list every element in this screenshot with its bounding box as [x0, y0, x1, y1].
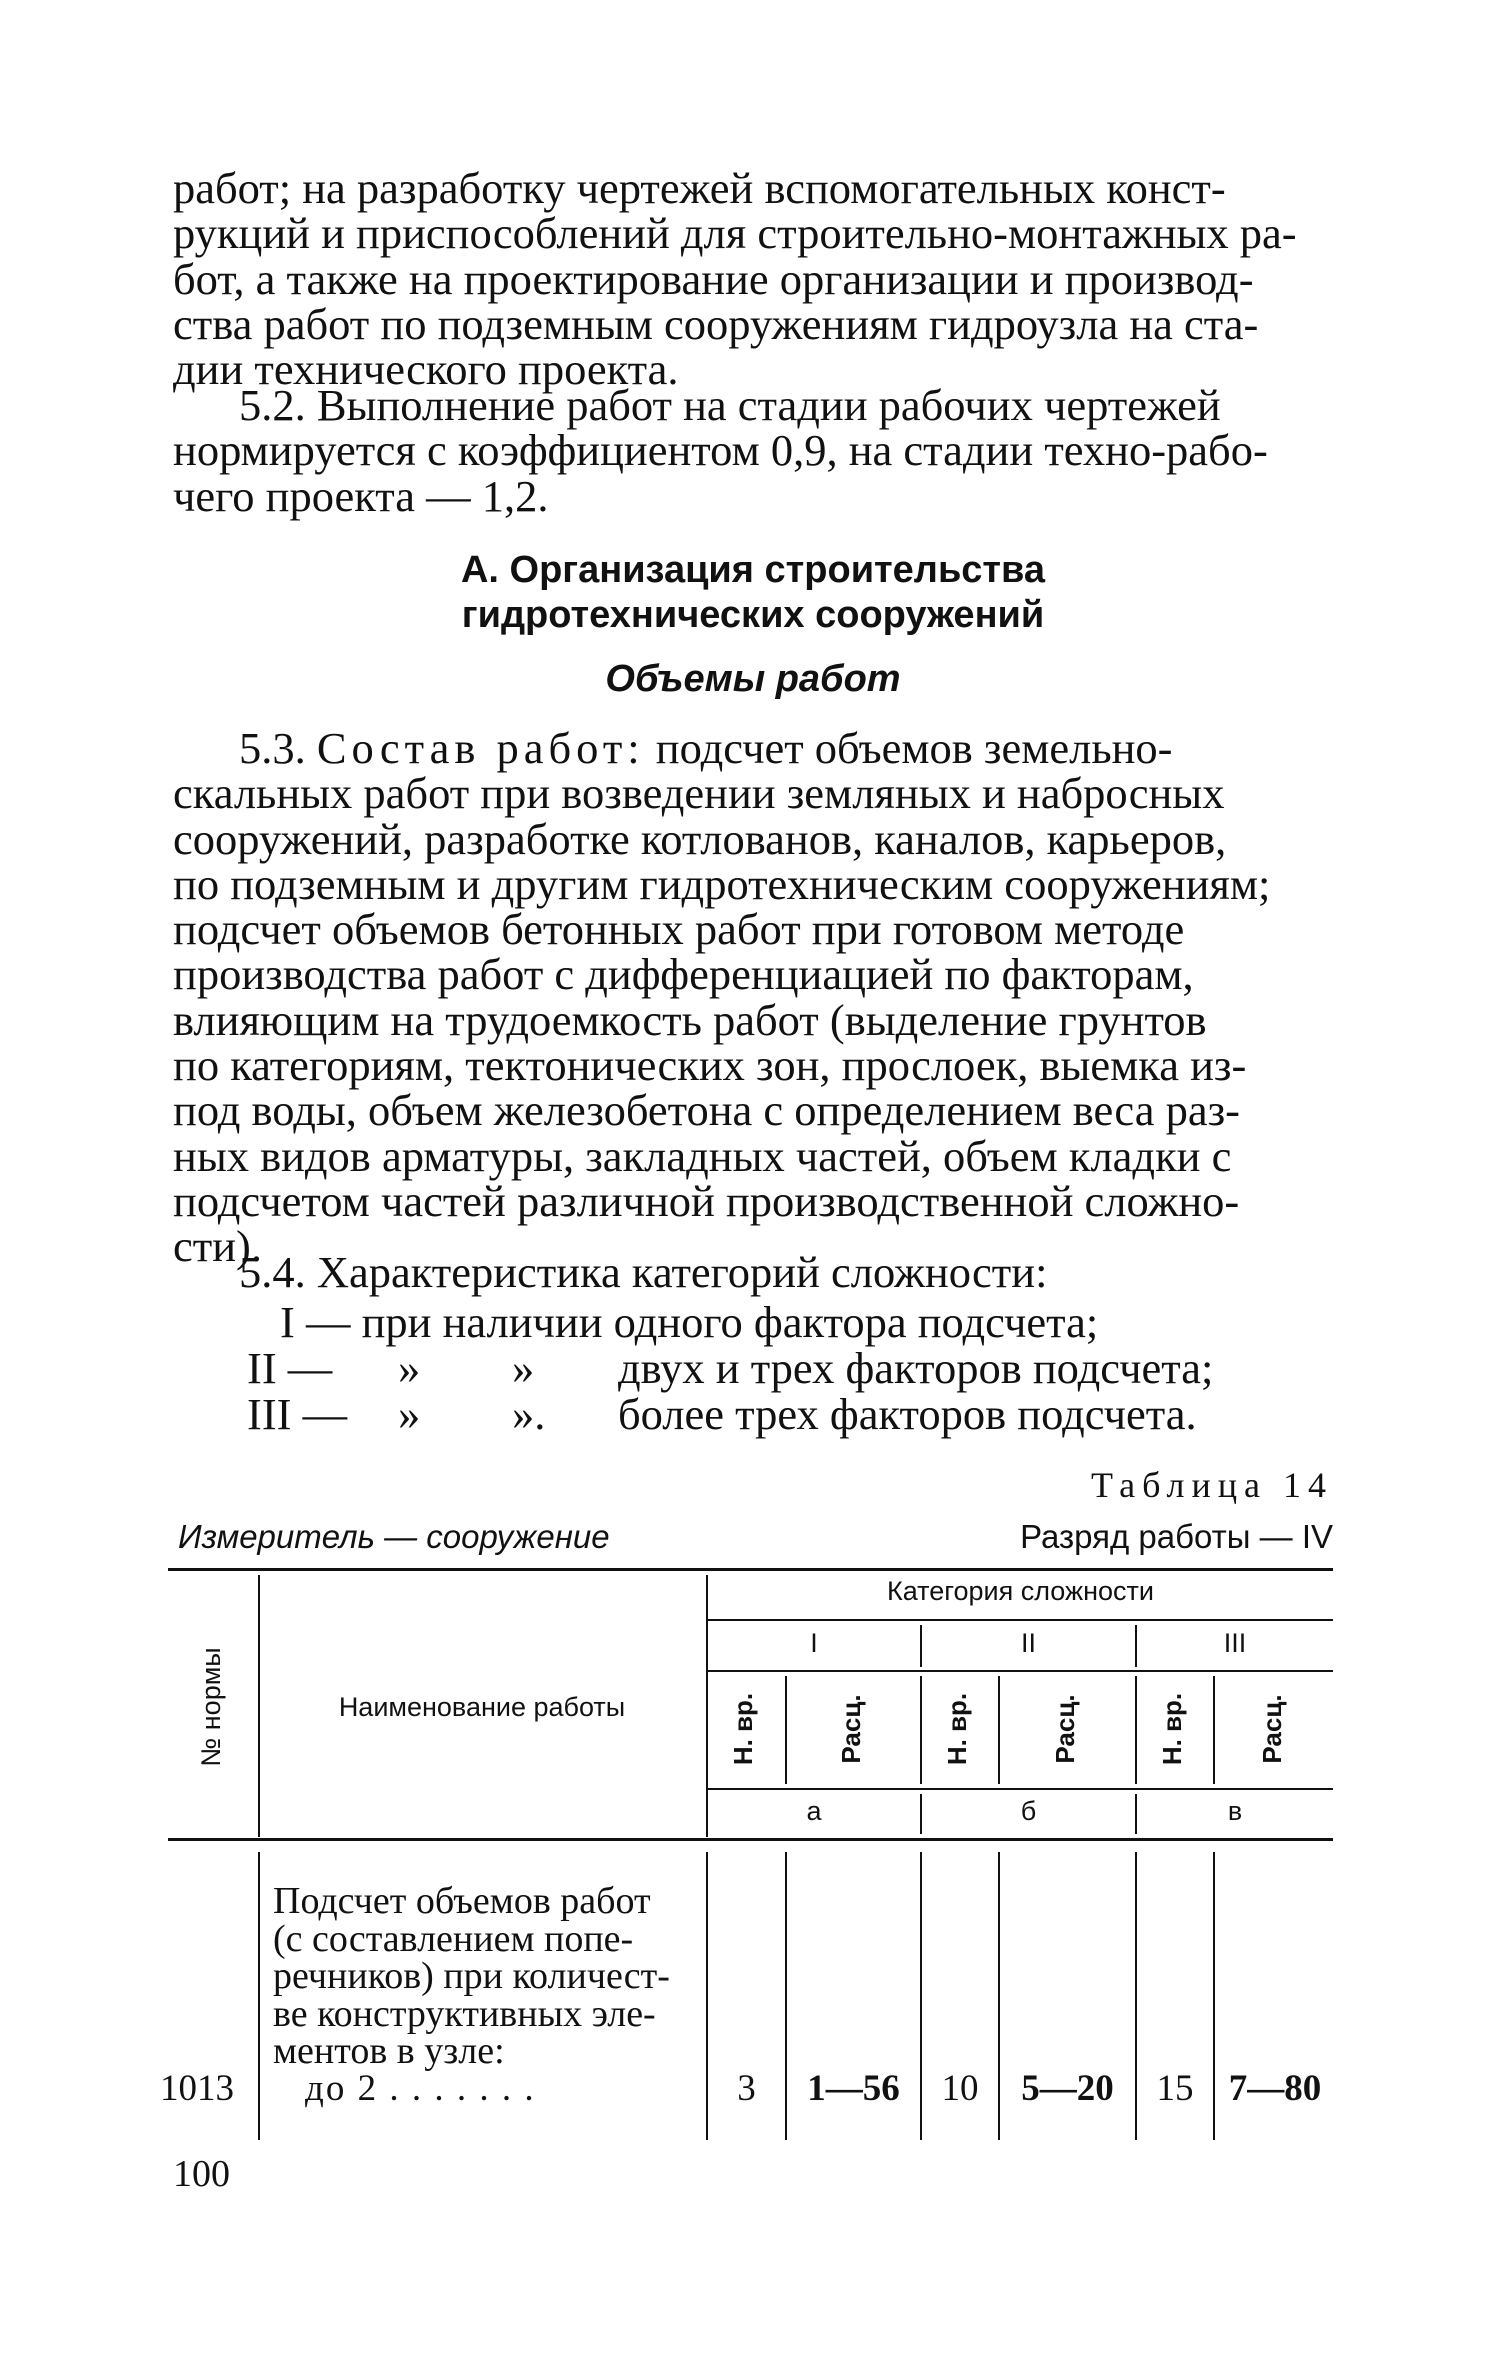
- category-2-number: II —: [247, 1343, 333, 1393]
- p54-line: 5.4. Характеристика категорий сложности:: [239, 1247, 1048, 1297]
- table-vline: [785, 1676, 787, 1784]
- p53-number: 5.3.: [239, 723, 306, 773]
- category-3-text: более трех факторов подсчета.: [618, 1389, 1197, 1439]
- cell-hours-c: 15: [1156, 2068, 1194, 2109]
- cell-rate-a: 1—56: [807, 2068, 900, 2109]
- p53-line: производства работ с дифференциацией по факторам,: [173, 949, 1194, 1000]
- column-letter: а: [806, 1796, 822, 1826]
- cell-hours-a: 3: [737, 2068, 756, 2109]
- col-header-work-name: Наименование работы: [338, 1692, 626, 1722]
- intro-line: дии технического проекта.: [173, 344, 679, 395]
- ditto-mark: »: [398, 1343, 421, 1393]
- p52-line: чего проекта — 1,2.: [173, 470, 549, 521]
- table-vline: [1213, 1676, 1215, 1784]
- category-col-II: II: [1020, 1628, 1036, 1658]
- ditto-mark: »: [512, 1343, 535, 1393]
- table-vline: [258, 1575, 260, 1837]
- table-measure: Измеритель — сооружение: [178, 1518, 610, 1555]
- table-vline: [258, 1852, 260, 2140]
- subheader-rate: Расц.: [1050, 1694, 1080, 1764]
- table-grade: Разряд работы — IV: [1020, 1518, 1333, 1555]
- table-number: Таблица 14: [1091, 1465, 1333, 1505]
- p53-lead: Состав работ:: [316, 723, 645, 773]
- page-number: 100: [173, 2153, 230, 2195]
- p53-line: скальных работ при возведении земляных и набросных: [173, 768, 1225, 819]
- column-letter: в: [1227, 1796, 1243, 1826]
- category-header: Категория сложности: [887, 1576, 1154, 1606]
- row-norm-number: 1013: [160, 2068, 234, 2109]
- intro-line: рукций и приспособлений для строительно-монтажных ра-: [173, 208, 1297, 259]
- row-item: до 2 . . . . . . .: [305, 2068, 536, 2109]
- p53-line: по подземным и другим гидротехническим сооружениям;: [173, 858, 1271, 909]
- intro-line: ства работ по подземным сооружениям гидроузла на ста-: [173, 298, 1259, 349]
- table-top-rule: [168, 1568, 1333, 1571]
- cell-hours-b: 10: [941, 2068, 979, 2109]
- subheader-rate: Расц.: [1257, 1694, 1287, 1764]
- paragraph-5-4: [173, 1247, 1333, 1297]
- intro-paragraph: [173, 163, 1333, 395]
- p53-line: подсчетом частей различной производственной сложно-: [173, 1175, 1240, 1226]
- paragraph-5-2: [173, 380, 1333, 521]
- category-1-line: I — при наличии одного фактора подсчета;: [280, 1297, 1099, 1347]
- section-title-line: гидротехнических сооружений: [461, 594, 1045, 636]
- p53-line: сти).: [173, 1221, 262, 1272]
- row-name-line: речников) при количест-: [273, 1955, 670, 1997]
- p53-line: сооружений, разработке котлованов, каналов, карьеров,: [173, 813, 1227, 864]
- table-rule: [707, 1670, 1333, 1672]
- ditto-mark: »: [398, 1389, 421, 1439]
- column-letter: б: [1020, 1796, 1037, 1826]
- table-vline: [998, 1676, 1000, 1784]
- row-name-line: Подсчет объемов работ: [273, 1880, 651, 1922]
- p53-line: влияющим на трудоемкость работ (выделение грунтов: [173, 994, 1207, 1045]
- p53-line: под воды, объем железобетона с определением веса раз-: [173, 1085, 1240, 1136]
- intro-line: работ; на разработку чертежей вспомогательных конст-: [173, 163, 1226, 213]
- row-work-name: [273, 1880, 691, 2072]
- row-name-line: ве конструктивных эле-: [273, 1992, 656, 2035]
- subheader-hours: Н. вр.: [1157, 1692, 1187, 1766]
- category-col-III: III: [1223, 1628, 1247, 1658]
- p52-line: нормируется с коэффициентом 0,9, на стадии техно-рабо-: [173, 425, 1268, 476]
- section-title-line: А. Организация строительства: [460, 549, 1046, 591]
- row-name-line: ментов в узле:: [273, 2030, 505, 2072]
- p53-line: ных видов арматуры, закладных частей, объем кладки с: [173, 1130, 1232, 1181]
- p52-line: 5.2. Выполнение работ на стадии рабочих чертежей: [239, 380, 1221, 430]
- row-name-line: (с составлением попе-: [273, 1917, 634, 1960]
- p53-first-line: [173, 723, 1333, 773]
- subheader-hours: Н. вр.: [728, 1692, 758, 1766]
- section-subtitle: Объемы работ: [605, 658, 901, 700]
- category-2-text: двух и трех факторов подсчета;: [618, 1343, 1214, 1393]
- subheader-rate: Расц.: [836, 1694, 866, 1764]
- table-vline: [1135, 1676, 1137, 1784]
- table-rule: [707, 1788, 1333, 1790]
- category-3-number: III —: [247, 1389, 348, 1439]
- p53-line: по категориям, тектонических зон, прослоек, выемка из-: [173, 1040, 1247, 1091]
- section-title: [173, 548, 1333, 638]
- cell-rate-c: 7—80: [1228, 2068, 1322, 2109]
- p53-line: подсчет объемов бетонных работ при готовом методе: [173, 904, 1185, 955]
- p53-first-rest: подсчет объемов земельно-: [655, 723, 1173, 773]
- category-col-I: I: [810, 1628, 818, 1658]
- intro-line: бот, а также на проектирование организации и производ-: [173, 253, 1254, 304]
- col-header-norm-number: № нормы: [196, 1647, 226, 1767]
- table-vline: [920, 1676, 922, 1784]
- ditto-mark: ».: [512, 1389, 546, 1439]
- cell-rate-b: 5—20: [1021, 2068, 1114, 2109]
- table-rule: [707, 1619, 1333, 1621]
- subheader-hours: Н. вр.: [942, 1692, 972, 1766]
- table-header-bottom-rule: [168, 1838, 1333, 1841]
